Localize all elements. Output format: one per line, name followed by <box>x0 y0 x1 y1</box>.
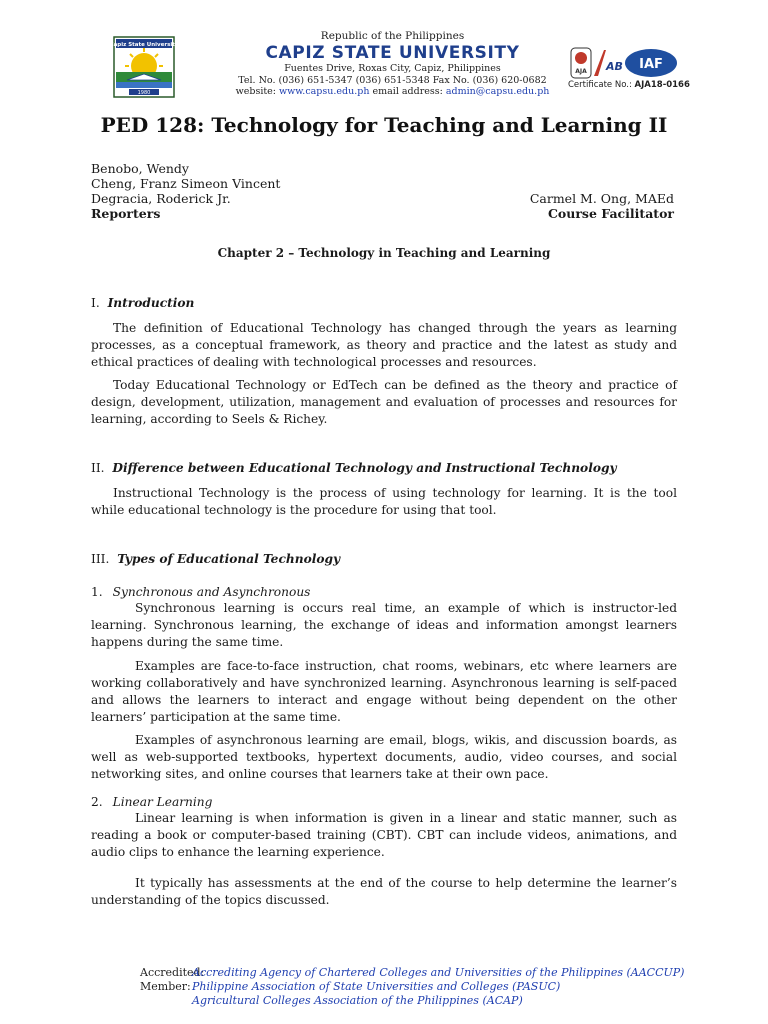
member-label: Member: <box>140 980 191 993</box>
facilitator-block <box>530 191 674 221</box>
paragraph: Examples are face-to-face instruction, chat rooms, webinars, etc where learners are working collaboratively and have synchronized learning. Asynchronous learning is self-paced and allows the learners to interact and engage without being dependent on the other learners’ participation at the same time. <box>91 659 677 724</box>
member-body: Agricultural Colleges Association of the Philippines (ACAP) <box>192 994 523 1007</box>
svg-text:AJA: AJA <box>575 68 587 75</box>
svg-text:Capiz State University: Capiz State University <box>109 42 179 48</box>
certificate-number: Certificate No.: AJA18-0166 <box>568 80 690 90</box>
ajab-certification-icon <box>570 46 622 80</box>
subsection-heading: 2. Linear Learning <box>91 795 213 809</box>
contact-line <box>200 86 585 98</box>
reporters-block <box>91 161 280 221</box>
email-label: email address: <box>372 86 443 97</box>
paragraph: Examples of asynchronous learning are email, blogs, wikis, and discussion boards, as well as web-supported textbooks, hypertext documents, audio, video courses, and social networking sites, and online courses that learners take at their own pace. <box>91 733 677 781</box>
section-heading: I. Introduction <box>91 296 195 310</box>
accreditation-footer <box>140 966 684 1008</box>
subsection-heading: 1. Synchronous and Asynchronous <box>91 585 311 599</box>
email-link[interactable]: admin@capsu.edu.ph <box>445 86 550 97</box>
reporter-name: Degracia, Roderick Jr. <box>91 191 231 206</box>
paragraph: Instructional Technology is the process of using technology for learning. It is the tool while educational technology is the procedure for using that tool. <box>91 486 677 517</box>
letterhead <box>0 0 768 100</box>
reporters-label: Reporters <box>91 206 161 221</box>
university-seal-logo <box>109 36 179 98</box>
footer-row <box>140 994 684 1008</box>
section-heading: III. Types of Educational Technology <box>91 552 341 566</box>
chapter-heading: Chapter 2 – Technology in Teaching and Learning <box>217 246 551 260</box>
website-label: website: <box>235 86 276 97</box>
reporter-name: Cheng, Franz Simeon Vincent <box>91 176 281 191</box>
paragraph: Linear learning is when information is given in a linear and static manner, such as reading a book or computer-based training (CBT). CBT can include videos, animations, and audio clips to enhance the learning experience. <box>91 811 677 859</box>
page-title: PED 128: Technology for Teaching and Learning II <box>100 113 668 137</box>
paragraph: The definition of Educational Technology has changed through the years as learning processes, as a conceptual framework, as theory and practice and the latest as study and ethical practices of dealing with technological processes and resources. <box>91 321 677 369</box>
svg-text:AB: AB <box>606 60 623 73</box>
reporter-name: Benobo, Wendy <box>91 161 189 176</box>
svg-text:IAF: IAF <box>639 57 663 72</box>
paragraph: Today Educational Technology or EdTech can be defined as the theory and practice of design, development, utilization, management and evaluation of processes and resources for learning, according to Seels & Richey. <box>91 378 677 426</box>
svg-text:1980: 1980 <box>137 90 151 96</box>
republic-line: Republic of the Philippines <box>320 30 465 42</box>
footer-row <box>140 966 684 980</box>
iaf-certification-icon <box>624 48 678 78</box>
university-name: CAPIZ STATE UNIVERSITY <box>265 43 520 63</box>
accredited-body: Accrediting Agency of Chartered Colleges and Universities of the Philippines (AACCUP) <box>192 966 685 979</box>
accredited-label: Accredited: <box>140 966 205 979</box>
website-link[interactable]: www.capsu.edu.ph <box>279 86 370 97</box>
tel-line: Tel. No. (036) 651-5347 (036) 651-5348 Fax No. (036) 620-0682 <box>238 74 547 86</box>
paragraph: It typically has assessments at the end of the course to help determine the learner’s understanding of the topics discussed. <box>91 876 677 907</box>
facilitator-label: Course Facilitator <box>547 206 674 221</box>
facilitator-name: Carmel M. Ong, MAEd <box>529 191 674 206</box>
footer-row <box>140 980 684 994</box>
paragraph: Synchronous learning is occurs real time, an example of which is instructor-led learning. Synchronous learning, the exchange of ideas and information amongst learners happens during the same time. <box>91 601 677 649</box>
member-body: Philippine Association of State Universities and Colleges (PASUC) <box>192 980 561 993</box>
address-line: Fuentes Drive, Roxas City, Capiz, Philippines <box>284 63 501 74</box>
section-heading: II. Difference between Educational Technology and Instructional Technology <box>91 461 617 475</box>
letterhead-text <box>200 30 585 98</box>
